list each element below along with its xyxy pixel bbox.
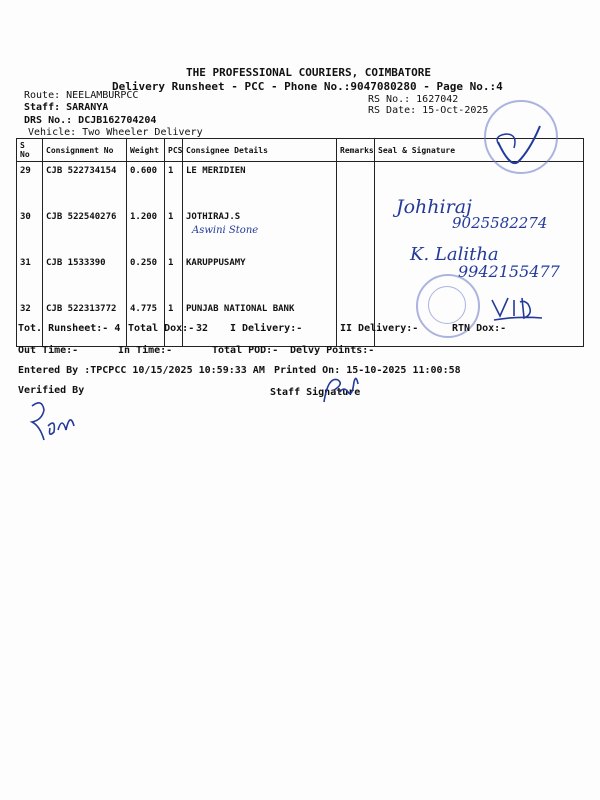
rtn-dox: RTN Dox:- xyxy=(452,323,507,334)
col-sno: S No xyxy=(17,139,43,162)
tot-runsheet: Tot. Runsheet:- 4 xyxy=(18,323,121,334)
in-time: In Time:- xyxy=(118,345,173,356)
i-delivery: I Delivery:- xyxy=(230,323,303,334)
route-label: Route: NEELAMBURPCC xyxy=(24,90,139,101)
consignee-name: JOTHIRAJ.S xyxy=(186,212,241,222)
total-dox-label: Total Dox:- xyxy=(128,323,195,334)
cell-consignment: CJB 522540276 xyxy=(43,208,127,254)
verified-by: Verified By xyxy=(18,385,85,396)
company-title: THE PROFESSIONAL COURIERS, COIMBATORE xyxy=(186,66,432,79)
out-time: Out Time:- xyxy=(18,345,79,356)
cell-consignee xyxy=(183,208,337,254)
col-pcs: PCS xyxy=(165,139,183,162)
cell-consignment: CJB 522313772 xyxy=(43,300,127,347)
cell-remarks xyxy=(337,208,375,254)
ii-delivery: II Delivery:- xyxy=(340,323,419,334)
cell-weight: 0.600 xyxy=(127,162,165,209)
col-consignment: Consignment No xyxy=(43,139,127,162)
cell-weight: 4.775 xyxy=(127,300,165,347)
staff-label: Staff: SARANYA xyxy=(24,102,109,113)
staff-signature: Staff Signature xyxy=(270,387,361,398)
cell-sno: 30 xyxy=(17,208,43,254)
total-pod: Total POD:- xyxy=(212,345,279,356)
seal-stamp-inner-ring xyxy=(428,286,466,324)
cell-pcs: 1 xyxy=(165,300,183,347)
cell-sno: 31 xyxy=(17,254,43,300)
col-consignee: Consignee Details xyxy=(183,139,337,162)
runsheet-subtitle: Delivery Runsheet - PCC - Phone No.:9047080280 - Page No.:4 xyxy=(112,80,503,93)
entered-by: Entered By :TPCPCC 10/15/2025 10:59:33 AM xyxy=(18,365,265,376)
signature-row30-phone: 9025582274 xyxy=(452,214,548,232)
cell-pcs: 1 xyxy=(165,162,183,209)
total-dox-value: 32 xyxy=(196,323,209,334)
col-seal-signature: Seal & Signature xyxy=(375,139,584,162)
cell-weight: 1.200 xyxy=(127,208,165,254)
rs-date: RS Date: 15-Oct-2025 xyxy=(368,105,489,116)
delvy-points: Delvy Points:- xyxy=(290,345,375,356)
cell-consignment: CJB 522734154 xyxy=(43,162,127,209)
cell-consignment: CJB 1533390 xyxy=(43,254,127,300)
printed-on: Printed On: 15-10-2025 11:00:58 xyxy=(274,365,461,376)
col-remarks: Remarks xyxy=(337,139,375,162)
cell-remarks xyxy=(337,254,375,300)
signature-row31-phone: 9942155477 xyxy=(458,262,560,281)
signature-tick-mark xyxy=(488,122,548,178)
cell-sno: 32 xyxy=(17,300,43,347)
cell-consignee: LE MERIDIEN xyxy=(183,162,337,209)
vehicle-label: Vehicle: Two Wheeler Delivery xyxy=(28,127,203,138)
verifier-signature-mark xyxy=(26,396,80,446)
rs-number: RS No.: 1627042 xyxy=(368,94,459,105)
drs-number: DRS No.: DCJB162704204 xyxy=(24,115,157,126)
cell-consignee: KARUPPUSAMY xyxy=(183,254,337,300)
handwritten-note: Aswini Stone xyxy=(192,225,259,236)
col-weight: Weight xyxy=(127,139,165,162)
cell-consignee: PUNJAB NATIONAL BANK xyxy=(183,300,337,347)
cell-sno: 29 xyxy=(17,162,43,209)
cell-pcs: 1 xyxy=(165,208,183,254)
signature-row30-name: Johhiraj xyxy=(396,196,472,218)
cell-pcs: 1 xyxy=(165,254,183,300)
cell-weight: 0.250 xyxy=(127,254,165,300)
signature-row32 xyxy=(486,290,546,324)
staff-signature-mark xyxy=(318,372,362,406)
cell-remarks xyxy=(337,162,375,209)
signature-row31-name: K. Lalitha xyxy=(410,244,499,265)
